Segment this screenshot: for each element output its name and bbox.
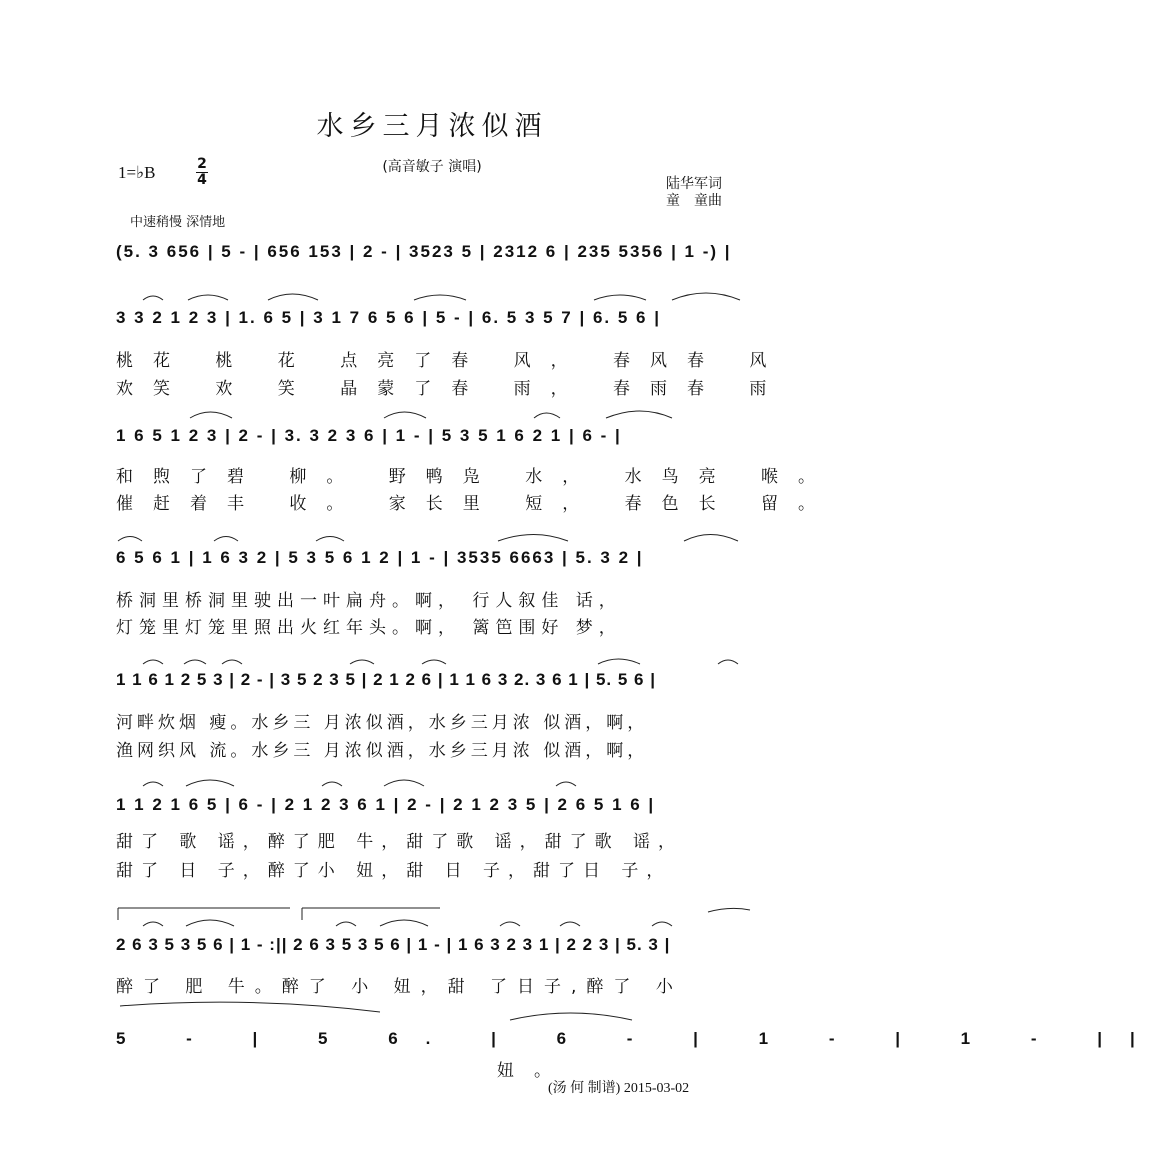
notation-line-3: 1 6 5 1 2 3 | 2 - | 3. 3 2 3 6 | 1 - | 5 3 5 1 6 2 1 | 6 - |: [116, 426, 622, 445]
meter-top: 2: [197, 156, 207, 172]
credits: [666, 176, 722, 210]
composer: 童 童曲: [666, 193, 722, 209]
notation-line-7: 2 6 3 5 3 5 6 | 1 - :|| 2 6 3 5 3 5 6 | 1 - | 1 6 3 2 3 1 | 2 2 3 | 5. 3 |: [116, 935, 671, 954]
meter-bottom: 4: [197, 172, 207, 188]
footer-credit: (汤 何 制谱) 2015-03-02: [548, 1081, 690, 1096]
lyric-line-3-verse-1: 和煦了碧 柳。 野鸭凫 水， 水鸟亮 喉。: [116, 467, 836, 487]
lyric-line-3-verse-2: 催赶着丰 收。 家长里 短， 春色长 留。: [116, 494, 836, 514]
lyric-line-7: 醉了 肥 牛。醉了 小 妞，甜 了日子,醉了 小: [116, 977, 683, 997]
notation-line-6: 1 1 2 1 6 5 | 6 - | 2 1 2 3 6 1 | 2 - | 2 1 2 3 5 | 2 6 5 1 6 |: [116, 795, 656, 814]
song-title: 水乡三月浓似酒: [316, 111, 548, 142]
lyric-line-4-verse-2: 灯笼里灯笼里照出火红年头。啊， 篱笆围好 梦，: [116, 618, 622, 638]
lyric-line-2-verse-1: 桃花 桃 花 点亮了春 风， 春风春 风: [116, 351, 787, 371]
lyricist: 陆华军词: [666, 176, 722, 192]
lyric-line-5-verse-2: 渔网织风 流。水乡三 月浓似酒，水乡三月浓 似酒，啊，: [116, 741, 649, 761]
lyric-line-2-verse-2: 欢笑 欢 笑 晶蒙了春 雨， 春雨春 雨: [116, 379, 787, 399]
time-signature: [196, 157, 208, 188]
notation-line-4: 6 5 6 1 | 1 6 3 2 | 5 3 5 6 1 2 | 1 - | 3535 6663 | 5. 3 2 |: [116, 548, 644, 567]
key-signature: 1=♭B: [118, 163, 156, 182]
lyric-line-4-verse-1: 桥洞里桥洞里驶出一叶扁舟。啊， 行人叙佳 话，: [116, 591, 622, 611]
notation-line-2: 3 3 2 1 2 3 | 1. 6 5 | 3 1 7 6 5 6 | 5 - | 6. 5 3 5 7 | 6. 5 6 |: [116, 308, 661, 327]
notation-line-5: 1 1 6 1 2 5 3 | 2 - | 3 5 2 3 5 | 2 1 2 6 | 1 1 6 3 2. 3 6 1 | 5. 5 6 |: [116, 670, 656, 689]
lyric-line-6-verse-2: 甜了 日 子，醉了小 妞，甜 日 子，甜了日 子，: [116, 861, 672, 881]
notation-line-8: 5 - | 5 6. | 6 - | 1 - | 1 - ||: [116, 1029, 1163, 1048]
tempo-marking: 中速稍慢 深情地: [130, 215, 226, 230]
performer-subtitle: (高音敏子 演唱): [382, 159, 482, 175]
lyric-line-5-verse-1: 河畔炊烟 瘦。水乡三 月浓似酒，水乡三月浓 似酒，啊，: [116, 713, 649, 733]
notation-line-1: (5. 3 656 | 5 - | 656 153 | 2 - | 3523 5 | 2312 6 | 235 5356 | 1 -) |: [116, 242, 732, 261]
lyric-line-8: 妞。: [497, 1061, 571, 1081]
lyric-line-6-verse-1: 甜了 歌 谣，醉了肥 牛，甜了歌 谣，甜了歌 谣，: [116, 832, 684, 852]
